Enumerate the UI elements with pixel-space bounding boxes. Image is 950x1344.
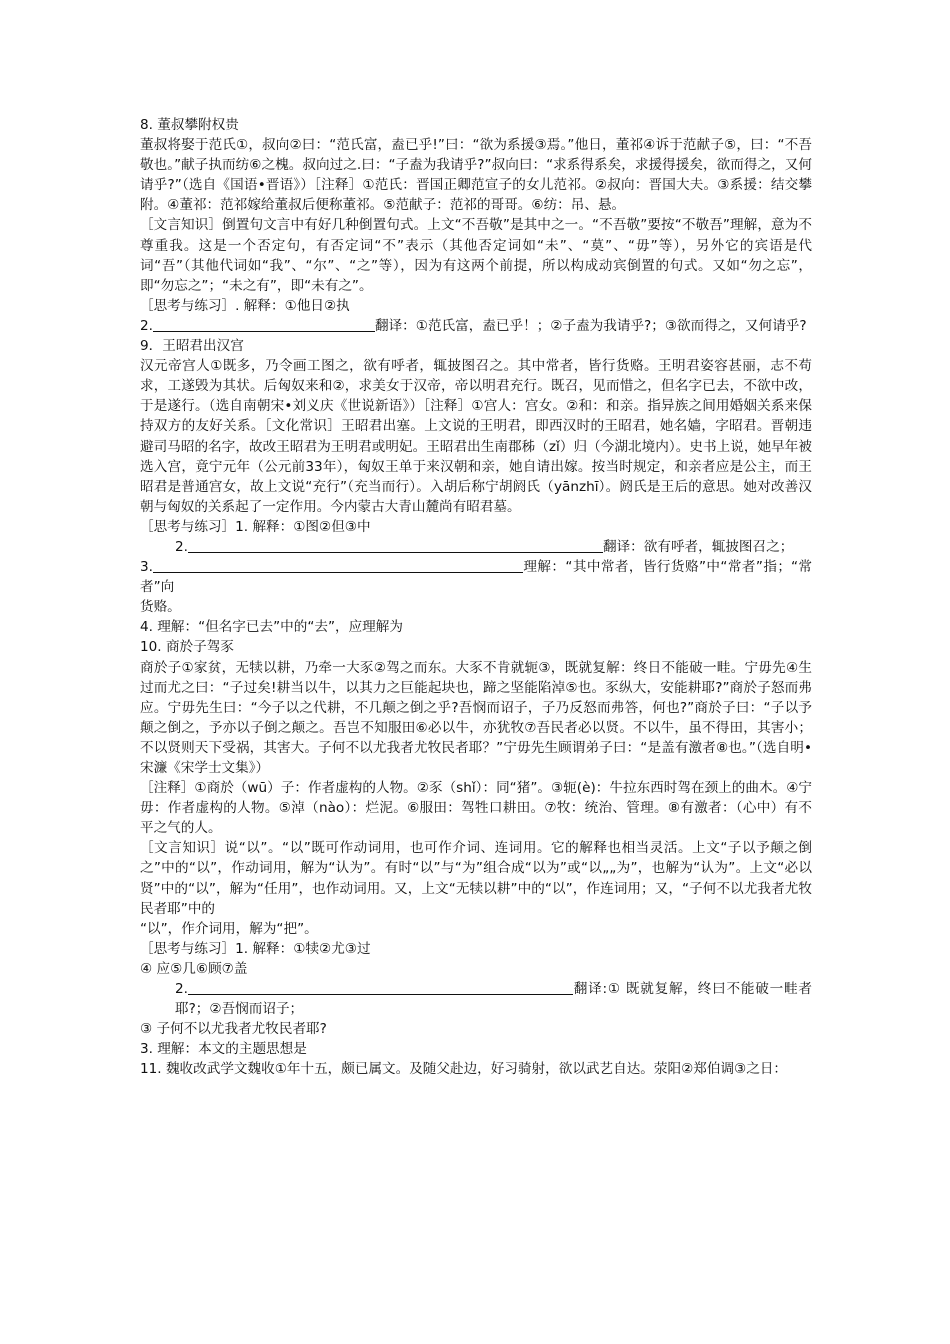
- section-9-title: 9．王昭君出汉宫: [140, 338, 244, 355]
- section-9-exercise-3-cont: 货赂。: [140, 599, 181, 616]
- section-10-knowledge-cont: “以”，作介词用，解为“把”。: [140, 920, 318, 937]
- section-10-exercise-3: 3. 理解：本文的主题思想是: [140, 1041, 307, 1058]
- answer-blank: [188, 538, 603, 553]
- section-9-text: 汉元帝宫人①既多，乃令画工图之，欲有呼者，辄披图召之。其中常者，皆行货赂。王明君姿容甚丽，志不苟求，工遂毁为其状。后匈奴来和②，求美女于汉帝，帝以明君充行。既召，见而惜之，但名字已去，不欲中改，于是遂行。（选自南朝宋•刘义庆《世说新语》）［注释］①宫人：宫女。②和：和亲。指异族之间用婚姻关系来保持双方的友好关系。［文化常识］王昭君出塞。上文说的王明君，即西汉时的王昭君，她名嫱，字昭君。晋朝违避司马昭的名字，故改王昭君为王明君或明妃。王昭君出生南郡秭（zǐ）归（今湖北境内）。史书上说，她早年被选入宫，竟宁元年（公元前33年），匈奴王单于来汉朝和亲，她自请出嫁。按当时规定，和亲者应是公主，而王昭君是普通宫女，故上文说“充行”（充当而行）。入胡后称宁胡阏氏（yānzhī）。阏氏是王后的意思。她对改善汉朝与匈奴的关系起了一定作用。今内蒙古大青山麓尚有昭君墓。: [140, 358, 812, 515]
- section-8-text: 董叔将娶于范氏①，叔向②曰：“范氏富，盍已乎!”曰：“欲为系援③焉。”他日，董祁④诉于范献子⑤，曰：“不吾敬也。”献子执而纺⑥之槐。叔向过之.曰：“子盍为我请乎?”叔向曰：“求系得系矣，求援得援矣，欲而得之，又何请乎?”（选自《国语•晋语》）［注释］①范氏：晋国正卿范宣子的女儿范祁。②叔向：晋国大夫。③系援：结交攀附。④董祁：范祁嫁给董叔后便称董祁。⑤范献子：范祁的哥哥。⑥纺：吊、悬。: [140, 137, 812, 214]
- exercise-text: 翻译：欲有呼者，辄披图召之；: [602, 538, 794, 555]
- section-9-exercise-2: [140, 537, 812, 557]
- answer-blank: [153, 317, 375, 332]
- section-10-exercise-2-cont: ③ 子何不以尤我者尤牧民者耶?: [140, 1021, 327, 1038]
- section-9-exercise-4: 4. 理解：“但名字已去”中的“去”，应理解为: [140, 619, 403, 636]
- section-8-exercise-2: [140, 316, 812, 336]
- exercise-number: 2.: [175, 538, 188, 555]
- exercise-text: 翻译：①范氏富，盍已乎！；②子盍为我请乎?；③欲而得之，又何请乎?: [374, 317, 807, 334]
- exercise-text: 理解：“其中常者，皆行货赂”中“常者”指；“常者”向: [140, 559, 812, 596]
- section-10-text: 商於子①家贫，无犊以耕，乃牵一大豕②驾之而东。大豕不肯就轭③，既就复解：终日不能破一畦。宁毋先④生过而尤之曰：“子过矣!耕当以牛，以其力之巨能起块也，蹄之坚能陷淖⑤也。豕纵大，安能耕耶?”商於子怒而弗应。宁毋先生曰：“今子以之代耕，不几颠之倒之乎?吾悯而诏子，子乃反怒而弗答，何也?”商於子曰：“子以予颠之倒之，予亦以子倒之颠之。吾岂不知服田⑥必以牛，亦犹牧⑦吾民者必以贤。不以牛，虽不得田，其害小；不以贤则天下受祸，其害大。子何不以尤我者尤牧民者耶？”宁毋先生顾谓弟子曰：“是盖有激者⑧也。”（选自明•宋濂《宋学士文集》）: [140, 659, 812, 776]
- section-9-exercise-1: ［思考与练习］1. 解释：①图②但③中: [140, 518, 371, 535]
- section-8-knowledge: ［文言知识］倒置句文言中有好几种倒置句式。上文“不吾敬”是其中之一。“不吾敬”要按“不敬吾”理解，意为不尊重我。这是一个否定句，有否定词“不”表示（其他否定词如“未”、“莫”、“毋”等），另外它的宾语是代词“吾”（其他代词如“我”、“尔”、“之”等），因为有这两个前提，所以构成动宾倒置的句式。又如“勿之忘”，即“勿忘之”；“未之有”，即“未有之”。: [140, 217, 812, 294]
- section-9-exercise-3: [140, 557, 812, 597]
- exercise-number: 2.: [140, 317, 153, 334]
- answer-blank: [188, 980, 573, 995]
- section-8-title: 8. 董叔攀附权贵: [140, 117, 239, 133]
- section-11-text: 11. 魏收改武学文魏收①年十五，颇已属文。及随父赴边，好习骑射，欲以武艺自达。荥阳②郑伯调③之日：: [140, 1061, 788, 1078]
- exercise-text: 翻译:① 既就复解，终曰不能破一畦者耶?；②吾悯而诏子；: [175, 981, 812, 1018]
- answer-blank: [153, 558, 523, 573]
- section-10-title: 10. 商於子驾豕: [140, 639, 234, 656]
- section-10-exercise-1: ［思考与练习］1. 解释：①犊②尤③过: [140, 940, 371, 957]
- section-10-exercise-1-cont: ④ 应⑤几⑥顾⑦盖: [140, 960, 248, 977]
- section-8-exercise-1: ［思考与练习］. 解释：①他日②执: [140, 297, 350, 314]
- section-10-notes: ［注释］①商於（wū）子：作者虚构的人物。②豕（shǐ）：同“猪”。③轭(è)：牛拉东西时驾在颈上的曲木。④宁毋：作者虚构的人物。⑤淖（nào）：烂泥。⑥服田：驾牲口耕田。⑦牧：统治、管理。⑧有激者：（心中）有不平之气的人。: [140, 780, 812, 837]
- exercise-number: 2.: [175, 981, 188, 998]
- section-10-exercise-2: [140, 979, 812, 1019]
- exercise-number: 3.: [140, 559, 153, 576]
- section-10-knowledge: ［文言知识］说“以”。“以”既可作动词用，也可作介词、连词用。它的解释也相当灵活。上文“子以予颠之倒之”中的“以”，作动词用，解为“认为”。有时“以”与“为”组合成“以为”或“以„„为”，也解为“认为”。上文“必以贤”中的“以”，解为“任用”，也作动词用。又，上文“无犊以耕”中的“以”，作连词用；又，“子何不以尤我者尤牧民者耶”中的: [140, 840, 812, 917]
